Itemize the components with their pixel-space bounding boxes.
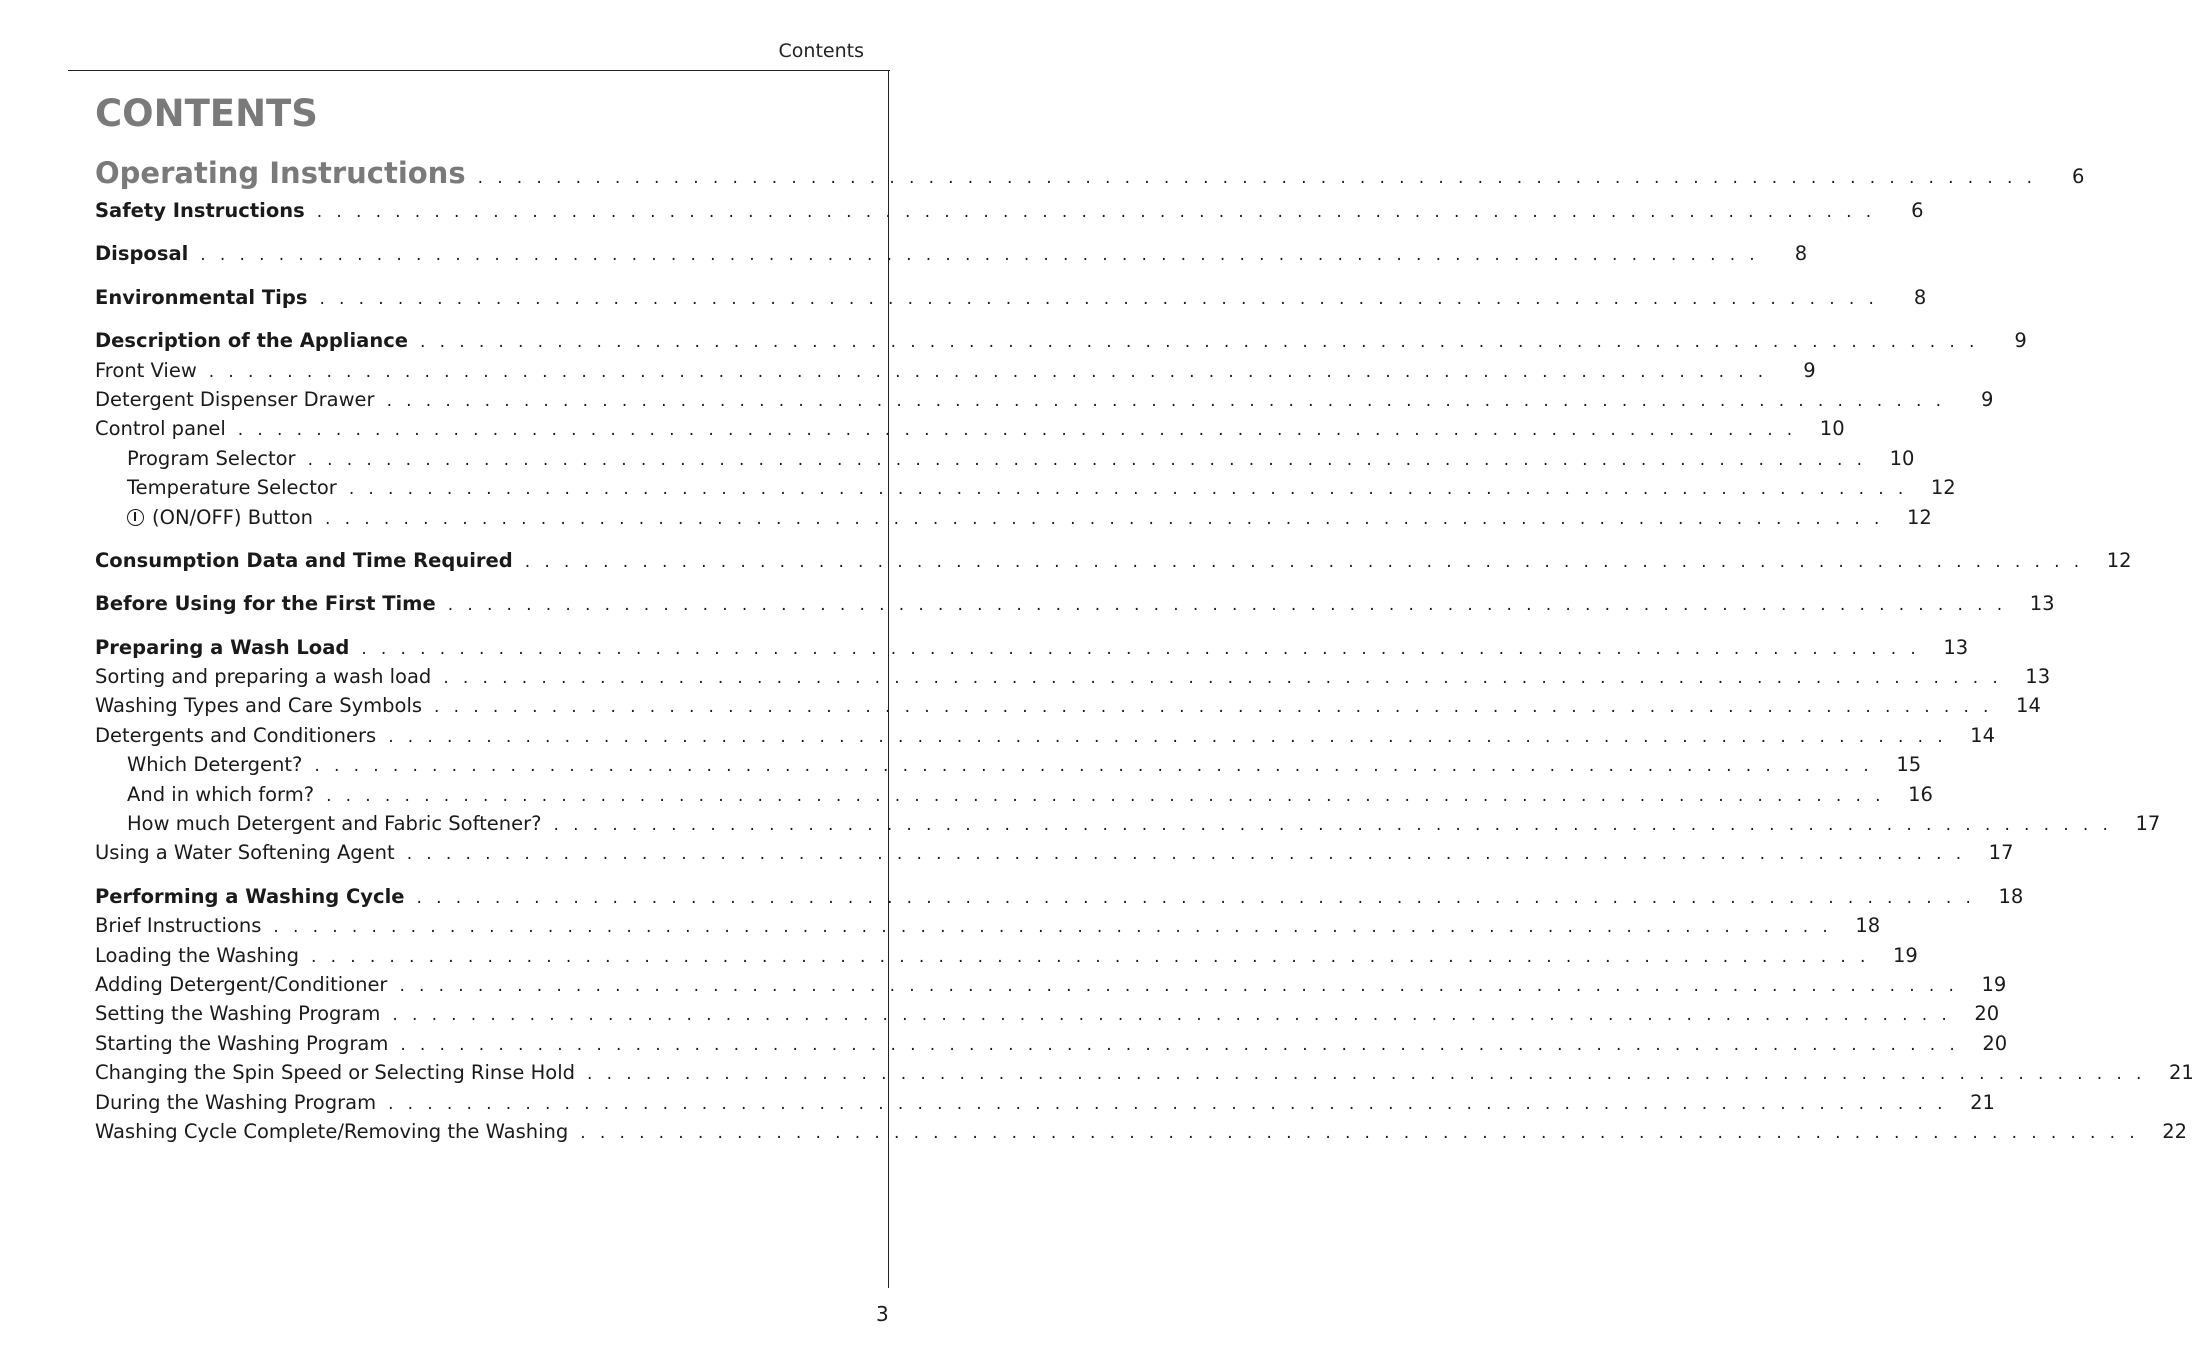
leader-dots: . . . . . . . . . . . . . . . . . . . . . . . . . . . . . . . . . . . . . . . . . . . . . . . . . . . . . . . . . . . . . . . . . . . . . . . . . . . . . . . .: [273, 917, 1833, 938]
toc-entry-label: Preparing a Wash Load: [95, 635, 350, 659]
toc-entry-page: 21: [2168, 1061, 2194, 1085]
leader-dots: . . . . . . . . . . . . . . . . . . . . . . . . . . . . . . . . . . . . . . . . . . . . . . . . . . . . . . . . . . . . . . . . . . . . . . . . . . . . . . . .: [447, 595, 2007, 616]
toc-entry-label: How much Detergent and Fabric Softener?: [127, 812, 542, 836]
toc-entry-label: Using a Water Softening Agent: [95, 841, 395, 865]
leader-dots: . . . . . . . . . . . . . . . . . . . . . . . . . . . . . . . . . . . . . . . . . . . . . . . . . . . . . . . . . . . . . . . . . . . . . . . . . . . . . . . .: [237, 420, 1797, 441]
toc-entry-page: 12: [2106, 548, 2132, 572]
leader-dots: . . . . . . . . . . . . . . . . . . . . . . . . . . . . . . . . . . . . . . . . . . . . . . . . . . . . . . . . . . . . . . . . . . . . . . . . . . . . . . . .: [477, 168, 2037, 188]
toc-entry[interactable]: [95, 589, 2055, 618]
leader-dots: . . . . . . . . . . . . . . . . . . . . . . . . . . . . . . . . . . . . . . . . . . . . . . . . . . . . . . . . . . . . . . . . . . . . . . . . . . . . . . . .: [386, 390, 1946, 411]
toc-entry-page: 17: [2135, 812, 2161, 836]
toc-entry[interactable]: [95, 546, 2132, 575]
toc-entry-page: 6: [2071, 165, 2085, 188]
toc-entry[interactable]: [95, 414, 1845, 443]
toc-entry[interactable]: [95, 662, 2051, 691]
leader-dots: . . . . . . . . . . . . . . . . . . . . . . . . . . . . . . . . . . . . . . . . . . . . . . . . . . . . . . . . . . . . . . . . . . . . . . . . . . . . . . . .: [524, 551, 2084, 572]
toc-entry-label: Front View: [95, 358, 197, 382]
toc-entry[interactable]: [95, 941, 1918, 970]
running-header: Contents: [778, 40, 864, 62]
toc-entry-page: 19: [1981, 972, 2007, 996]
leader-dots: . . . . . . . . . . . . . . . . . . . . . . . . . . . . . . . . . . . . . . . . . . . . . . . . . . . . . . . . . . . . . . . . . . . . . . . . . . . . . . . .: [311, 946, 1870, 967]
toc-entry-page: 20: [1974, 1002, 2000, 1026]
toc-entry-label: Loading the Washing: [95, 943, 299, 967]
toc-entry[interactable]: [95, 356, 1816, 385]
toc-entry-label: Program Selector: [127, 446, 296, 470]
toc-entry[interactable]: [95, 809, 2161, 838]
leader-dots: . . . . . . . . . . . . . . . . . . . . . . . . . . . . . . . . . . . . . . . . . . . . . . . . . . . . . . . . . . . . . . . . . . . . . . . . . . . . . . . .: [319, 288, 1879, 309]
page-number: 3: [876, 1302, 889, 1326]
toc-entry[interactable]: [95, 503, 1932, 532]
toc-entry[interactable]: [95, 1088, 1995, 1117]
leader-dots: . . . . . . . . . . . . . . . . . . . . . . . . . . . . . . . . . . . . . . . . . . . . . . . . . . . . . . . . . . . . . . . . . . . . . . . . . . . . . . . .: [361, 638, 1921, 659]
toc-entry[interactable]: [95, 196, 1924, 225]
toc-entry-label: Sorting and preparing a wash load: [95, 665, 432, 689]
toc-entry-page: 10: [1819, 417, 1845, 441]
toc-entry-page: 10: [1889, 446, 1915, 470]
leader-dots: . . . . . . . . . . . . . . . . . . . . . . . . . . . . . . . . . . . . . . . . . . . . . . . . . . . . . . . . . . . . . . . . . . . . . . . . . . . . . . . .: [580, 1122, 2140, 1143]
toc-entry-page: 9: [1803, 358, 1816, 382]
leader-dots: . . . . . . . . . . . . . . . . . . . . . . . . . . . . . . . . . . . . . . . . . . . . . . . . . . . . . . . . . . . . . . . . . . . . . . . . . . . . . . . .: [553, 815, 2113, 836]
leader-dots: . . . . . . . . . . . . . . . . . . . . . . . . . . . . . . . . . . . . . . . . . . . . . . . . . . . . . . . . . . . . . . . . . . . . . . . . . . . . . . . .: [392, 1005, 1952, 1026]
toc-entry-label: And in which form?: [127, 782, 315, 806]
toc-entry[interactable]: [95, 283, 1927, 312]
toc-entry-label: Detergent Dispenser Drawer: [95, 387, 375, 411]
toc-entry[interactable]: [95, 999, 2000, 1028]
leader-dots: . . . . . . . . . . . . . . . . . . . . . . . . . . . . . . . . . . . . . . . . . . . . . . . . . . . . . . . . . . . . . . . . . . . . . . . . . . . . . . . .: [400, 1034, 1960, 1055]
toc-entry-page: 12: [1907, 505, 1932, 529]
toc-entry-label: Operating Instructions: [95, 156, 466, 190]
power-icon: [127, 509, 144, 526]
leader-dots: . . . . . . . . . . . . . . . . . . . . . . . . . . . . . . . . . . . . . . . . . . . . . . . . . . . . . . . . . . . . . . . . . . . . . . . . . . . . . . . .: [388, 1093, 1947, 1114]
toc-entry-page: 13: [2029, 592, 2055, 616]
leader-dots: . . . . . . . . . . . . . . . . . . . . . . . . . . . . . . . . . . . . . . . . . . . . . . . . . . . . . . . . . . . . . . . . . . . . . . . . . . . . . . . .: [388, 726, 1947, 747]
toc-entry[interactable]: [95, 970, 2007, 999]
leader-dots: . . . . . . . . . . . . . . . . . . . . . . . . . . . . . . . . . . . . . . . . . . . . . . . . . . . . . . . . . . . . . . . . . . . . . . . . . . . . . . . .: [325, 508, 1884, 529]
toc-entry-page: 9: [1980, 387, 1994, 411]
toc-entry-label-wrap: [127, 503, 313, 532]
toc-entry-page: 12: [1930, 476, 1956, 500]
leader-dots: . . . . . . . . . . . . . . . . . . . . . . . . . . . . . . . . . . . . . . . . . . . . . . . . . . . . . . . . . . . . . . . . . . . . . . . . . . . . . . . .: [200, 245, 1760, 266]
toc-entry-page: 13: [2025, 665, 2051, 689]
page-title: CONTENTS: [95, 92, 318, 135]
toc-entry[interactable]: [95, 633, 1969, 662]
toc-entry-label: Safety Instructions: [95, 199, 305, 222]
toc-entry-page: 19: [1892, 943, 1918, 967]
toc-entry[interactable]: [95, 721, 1995, 750]
toc-entry-label: Detergents and Conditioners: [95, 723, 377, 747]
toc-entry-page: 9: [2014, 329, 2027, 353]
toc-entry-page: 21: [1970, 1090, 1995, 1114]
leader-dots: . . . . . . . . . . . . . . . . . . . . . . . . . . . . . . . . . . . . . . . . . . . . . . . . . . . . . . . . . . . . . . . . . . . . . . . . . . . . . . . .: [316, 202, 1876, 222]
toc-entry[interactable]: [95, 838, 2014, 867]
toc-entry-page: 8: [1794, 242, 1808, 266]
toc-entry-label: During the Washing Program: [95, 1090, 377, 1114]
toc-entry[interactable]: [95, 911, 1881, 940]
toc-entry-label: (ON/OFF) Button: [152, 505, 314, 529]
table-of-contents: [95, 150, 2194, 1146]
leader-dots: . . . . . . . . . . . . . . . . . . . . . . . . . . . . . . . . . . . . . . . . . . . . . . . . . . . . . . . . . . . . . . . . . . . . . . . . . . . . . . . .: [406, 844, 1966, 865]
leader-dots: . . . . . . . . . . . . . . . . . . . . . . . . . . . . . . . . . . . . . . . . . . . . . . . . . . . . . . . . . . . . . . . . . . . . . . . . . . . . . . . .: [307, 449, 1867, 470]
toc-entry-label: Performing a Washing Cycle: [95, 884, 405, 908]
toc-entry-label: Washing Types and Care Symbols: [95, 694, 423, 718]
toc-entry[interactable]: [95, 1029, 2008, 1058]
toc-entry-page: 22: [2162, 1119, 2188, 1143]
toc-entry[interactable]: [95, 1058, 2194, 1087]
toc-entry-label: Consumption Data and Time Required: [95, 548, 513, 572]
toc-entry-label: Disposal: [95, 242, 189, 266]
toc-entry[interactable]: [95, 691, 2041, 720]
toc-entry-page: 17: [1988, 841, 2014, 865]
toc-entry-label: Adding Detergent/Conditioner: [95, 972, 388, 996]
toc-entry[interactable]: [95, 882, 2024, 911]
toc-entry-label: Control panel: [95, 417, 226, 441]
leader-dots: . . . . . . . . . . . . . . . . . . . . . . . . . . . . . . . . . . . . . . . . . . . . . . . . . . . . . . . . . . . . . . . . . . . . . . . . . . . . . . . .: [434, 697, 1993, 718]
toc-entry[interactable]: [95, 473, 1956, 502]
toc-entry-label: Before Using for the First Time: [95, 592, 436, 616]
toc-entry[interactable]: [95, 239, 1808, 268]
leader-dots: . . . . . . . . . . . . . . . . . . . . . . . . . . . . . . . . . . . . . . . . . . . . . . . . . . . . . . . . . . . . . . . . . . . . . . . . . . . . . . . .: [326, 785, 1885, 806]
leader-dots: . . . . . . . . . . . . . . . . . . . . . . . . . . . . . . . . . . . . . . . . . . . . . . . . . . . . . . . . . . . . . . . . . . . . . . . . . . . . . . . .: [443, 668, 2003, 689]
toc-entry-label: Which Detergent?: [127, 753, 303, 777]
toc-entry-label: Description of the Appliance: [95, 329, 408, 353]
toc-entry-label: Setting the Washing Program: [95, 1002, 381, 1026]
toc-entry-page: 20: [1982, 1031, 2008, 1055]
toc-entry[interactable]: [95, 150, 2085, 196]
leader-dots: . . . . . . . . . . . . . . . . . . . . . . . . . . . . . . . . . . . . . . . . . . . . . . . . . . . . . . . . . . . . . . . . . . . . . . . . . . . . . . . .: [420, 332, 1979, 353]
toc-entry-label: Washing Cycle Complete/Removing the Washing: [95, 1119, 569, 1143]
toc-entry[interactable]: [95, 750, 1922, 779]
toc-entry[interactable]: [95, 780, 1933, 809]
toc-entry[interactable]: [95, 1117, 2188, 1146]
toc-entry[interactable]: [95, 444, 1915, 473]
leader-dots: . . . . . . . . . . . . . . . . . . . . . . . . . . . . . . . . . . . . . . . . . . . . . . . . . . . . . . . . . . . . . . . . . . . . . . . . . . . . . . . .: [399, 975, 1959, 996]
toc-entry-page: 6: [1911, 199, 1924, 222]
toc-entry-page: 18: [1998, 884, 2024, 908]
header-rule: [68, 70, 890, 71]
toc-entry[interactable]: [95, 385, 1994, 414]
leader-dots: . . . . . . . . . . . . . . . . . . . . . . . . . . . . . . . . . . . . . . . . . . . . . . . . . . . . . . . . . . . . . . . . . . . . . . . . . . . . . . . .: [416, 887, 1976, 908]
leader-dots: . . . . . . . . . . . . . . . . . . . . . . . . . . . . . . . . . . . . . . . . . . . . . . . . . . . . . . . . . . . . . . . . . . . . . . . . . . . . . . . .: [208, 361, 1768, 382]
leader-dots: . . . . . . . . . . . . . . . . . . . . . . . . . . . . . . . . . . . . . . . . . . . . . . . . . . . . . . . . . . . . . . . . . . . . . . . . . . . . . . . .: [587, 1064, 2146, 1085]
toc-entry-label: Brief Instructions: [95, 914, 262, 938]
toc-entry-label: Environmental Tips: [95, 285, 308, 309]
toc-entry-label: Temperature Selector: [127, 476, 337, 500]
toc-entry[interactable]: [95, 326, 2027, 355]
toc-entry-label: Changing the Spin Speed or Selecting Rinse Hold: [95, 1061, 575, 1085]
toc-entry-page: 14: [2016, 694, 2041, 718]
leader-dots: . . . . . . . . . . . . . . . . . . . . . . . . . . . . . . . . . . . . . . . . . . . . . . . . . . . . . . . . . . . . . . . . . . . . . . . . . . . . . . . .: [314, 756, 1874, 777]
leader-dots: . . . . . . . . . . . . . . . . . . . . . . . . . . . . . . . . . . . . . . . . . . . . . . . . . . . . . . . . . . . . . . . . . . . . . . . . . . . . . . . .: [348, 479, 1908, 500]
toc-entry-page: 13: [1943, 635, 1969, 659]
toc-entry-page: 16: [1908, 782, 1933, 806]
toc-entry-label: Starting the Washing Program: [95, 1031, 389, 1055]
toc-entry-page: 18: [1855, 914, 1881, 938]
toc-entry-page: 14: [1970, 723, 1995, 747]
toc-entry-page: 8: [1913, 285, 1927, 309]
toc-entry-page: 15: [1896, 753, 1922, 777]
